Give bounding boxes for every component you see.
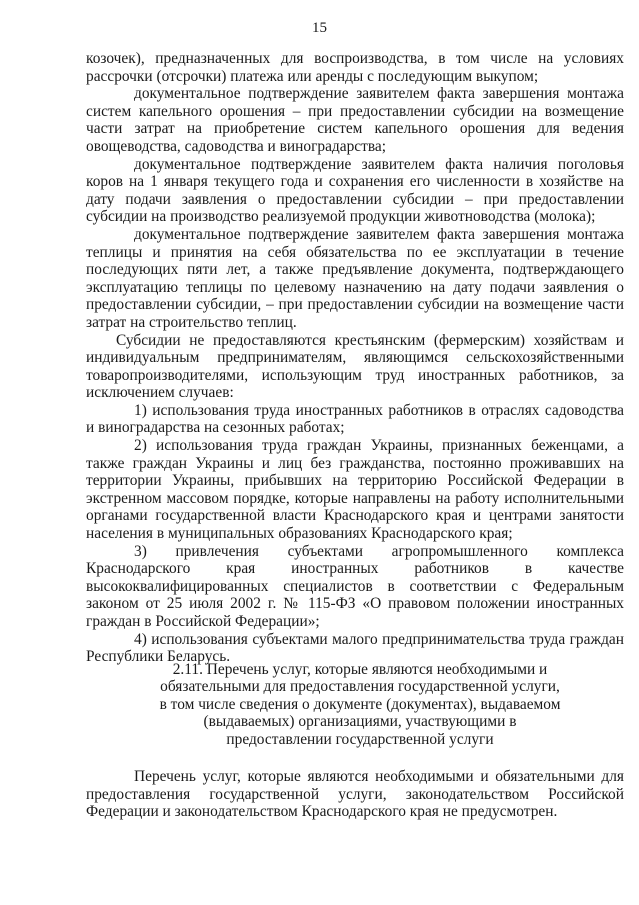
section-heading-line: обязательными для предоставления государственной услуги, <box>160 678 560 696</box>
section-body <box>86 768 624 821</box>
page-number: 15 <box>312 20 327 36</box>
section-heading <box>130 661 590 748</box>
section-heading-line: (выдаваемых) организациями, участвующими в <box>203 713 517 731</box>
section-heading-line: в том числе сведения о документе (документах), выдаваемом <box>159 695 561 713</box>
list-item-4: 4) использования субъектами малого предпринимательства труда граждан Республики Беларусь. <box>86 630 624 666</box>
list-item-3: 3) привлечения субъектами агропромышленного комплекса Краснодарского края иностранных работников в качестве высококвалифицированных специалистов в соответствии с Федеральным законом от 25 июля 2002 г. № 115-ФЗ «О правовом положении иностранных граждан в Российской Федерации»; <box>86 542 624 630</box>
list-item-2: 2) использования труда граждан Украины, признанных беженцами, а также граждан Украины и лиц без гражданства, постоянно проживавших на территории Украины, прибывших на территорию Российской Федерации в экстренном массовом порядке, которые направлены на работу исполнительными органами государственной власти Краснодарского края и центрами занятости населения в муниципальных образованиях Краснодарского края; <box>86 437 624 543</box>
paragraph-services-list: Перечень услуг, которые являются необходимыми и обязательными для предоставления государственной услуги, законодательством Российской Федерации и законодательством Краснодарского края не предусмотрен. <box>86 768 624 821</box>
paragraph-subsidy-exclusions: Субсидии не предоставляются крестьянским (фермерским) хозяйствам и индивидуальным предпринимателям, являющимся сельскохозяйственными товаропроизводителями, использующим труд иностранных работников, за исключением случаев: <box>86 331 624 402</box>
paragraph-goats-continuation: козочек), предназначенных для воспроизводства, в том числе на условиях рассрочки (отсрочки) платежа или аренды с последующим выкупом; <box>86 50 624 85</box>
paragraph-greenhouse: документальное подтверждение заявителем факта завершения монтажа теплицы и принятия на себя обязательства по ее эксплуатации в течение последующих пяти лет, а также предъявление документа, подтверждающего эксплуатацию теплицы по целевому назначению на дату подачи заявления о предоставлении субсидии, – при предоставлении субсидии на возмещение части затрат на строительство теплиц. <box>86 225 624 331</box>
paragraph-cow-livestock: документальное подтверждение заявителем факта наличия поголовья коров на 1 января текущего года и сохранения его численности в хозяйстве на дату подачи заявления о предоставлении субсидии – при предоставлении субсидии на производство реализуемой продукции животноводства (молока); <box>86 155 624 226</box>
paragraph-drip-irrigation: документальное подтверждение заявителем факта завершения монтажа систем капельного орошения – при предоставлении субсидии на возмещение части затрат на приобретение систем капельного орошения для ведения овощеводства, садоводства и виноградарства; <box>86 85 624 155</box>
body-text <box>86 50 624 666</box>
list-item-1: 1) использования труда иностранных работников в отраслях садоводства и виноградарства на сезонных работах; <box>86 401 624 437</box>
section-heading-line: 2.11. Перечень услуг, которые являются необходимыми и <box>172 661 548 678</box>
section-heading-line: предоставлении государственной услуги <box>226 730 494 748</box>
